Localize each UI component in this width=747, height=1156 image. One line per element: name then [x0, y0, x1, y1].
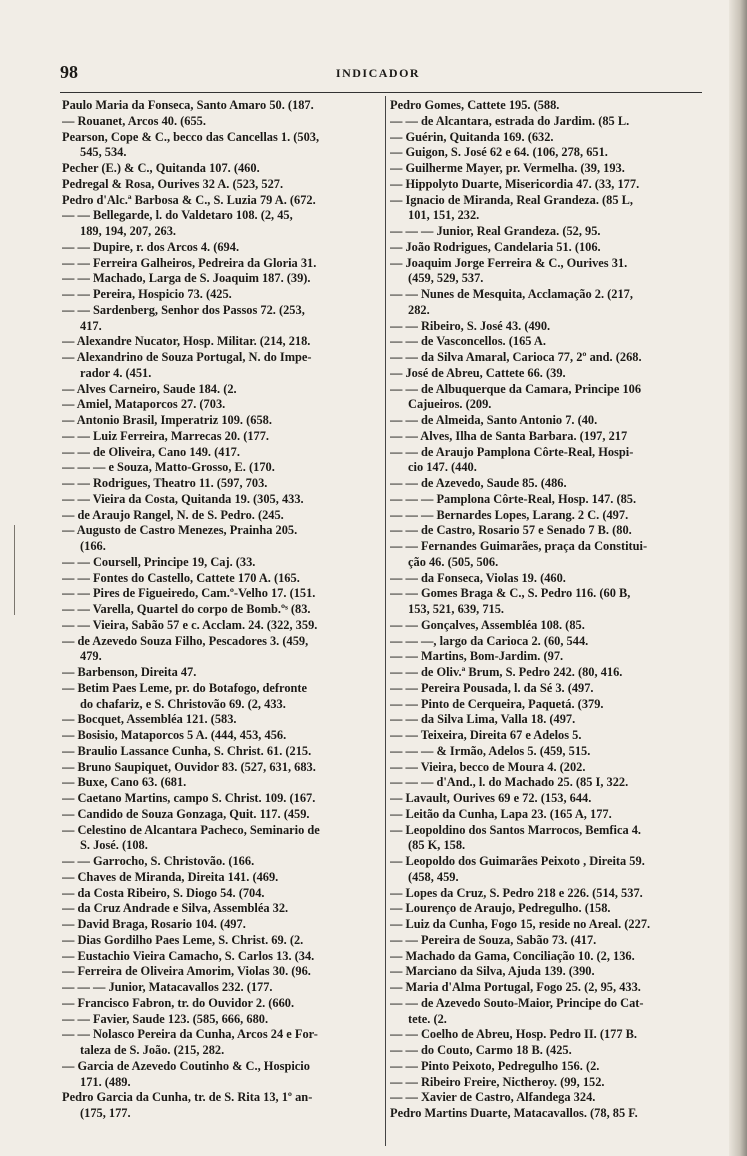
directory-entry: — Guérin, Quitanda 169. (632.: [390, 129, 554, 144]
directory-entry: — — da Silva Amaral, Carioca 77, 2º and. (268.: [390, 350, 642, 364]
directory-entry: — Eustachio Vieira Camacho, S. Carlos 13. (34.: [62, 948, 315, 963]
directory-entry: — Garcia de Azevedo Coutinho & C., Hospicio: [62, 1058, 310, 1073]
directory-entry: — — da Fonseca, Violas 19. (460.: [390, 570, 566, 585]
directory-entry: — — Vieira, becco de Moura 4. (202.: [390, 759, 586, 774]
directory-entry: (458, 459.: [408, 869, 459, 884]
column-divider: [385, 96, 386, 1146]
directory-entry: — Barbenson, Direita 47.: [62, 665, 197, 679]
directory-entry: — — Vieira da Costa, Quitanda 19. (305, 433.: [62, 491, 304, 506]
header-rule: [60, 92, 702, 93]
directory-entry: — David Braga, Rosario 104. (497.: [62, 917, 246, 931]
directory-entry: — Ferreira de Oliveira Amorim, Violas 30. (96.: [62, 964, 311, 979]
left-column: [62, 98, 384, 1122]
directory-entry: — — Ribeiro Freire, Nictheroy. (99, 152.: [390, 1074, 605, 1089]
page-number: 98: [60, 62, 78, 82]
directory-entry: — Alexandre Nucator, Hosp. Militar. (214, 218.: [62, 334, 311, 349]
directory-entry: — Marciano da Silva, Ajuda 139. (390.: [390, 964, 595, 979]
directory-entry: — Luiz da Cunha, Fogo 15, reside no Areal. (227.: [390, 917, 651, 931]
directory-entry: — Machado da Gama, Conciliação 10. (2, 136.: [390, 948, 635, 963]
directory-entry: — — Pereira de Souza, Sabão 73. (417.: [390, 932, 597, 947]
directory-entry: — — Dupire, r. dos Arcos 4. (694.: [62, 239, 240, 254]
directory-entry: — Leopoldo dos Guimarães Peixoto , Direita 59.: [390, 854, 645, 868]
directory-entry: Pearson, Cope & C., becco das Cancellas 1. (503,: [62, 129, 320, 144]
directory-entry: — José de Abreu, Cattete 66. (39.: [390, 365, 566, 380]
directory-entry: — — — d'And., l. do Machado 25. (85 I, 322.: [390, 775, 629, 790]
directory-entry: Pedregal & Rosa, Ourives 32 A. (523, 527.: [62, 176, 284, 191]
directory-entry: — Joaquim Jorge Ferreira & C., Ourives 31.: [390, 255, 628, 270]
directory-entry: — — — Junior, Matacavallos 232. (177.: [62, 980, 273, 994]
directory-entry: — — — Pamplona Côrte-Real, Hosp. 147. (85.: [390, 491, 637, 506]
directory-entry: — — Gonçalves, Assembléa 108. (85.: [390, 617, 585, 632]
directory-entry: — — de Araujo Pamplona Côrte-Real, Hospi-: [390, 444, 634, 459]
directory-entry: — Betim Paes Leme, pr. do Botafogo, defronte: [62, 680, 308, 695]
directory-entry: — — Nolasco Pereira da Cunha, Arcos 24 e For-: [62, 1027, 318, 1042]
directory-entry: — Francisco Fabron, tr. do Ouvidor 2. (660.: [62, 995, 295, 1010]
directory-entry: 545, 534.: [80, 145, 127, 160]
directory-entry: — — — Bernardes Lopes, Larang. 2 C. (497.: [390, 507, 629, 522]
page-edge: [729, 0, 747, 1156]
directory-entry: — Guigon, S. José 62 e 64. (106, 278, 651.: [390, 145, 608, 160]
directory-entry: — Leitão da Cunha, Lapa 23. (165 A, 177.: [390, 806, 612, 821]
directory-entry: — — Machado, Larga de S. Joaquim 187. (39).: [62, 271, 311, 286]
directory-entry: — — — e Souza, Matto-Grosso, E. (170.: [62, 460, 275, 475]
directory-entry: — de Azevedo Souza Filho, Pescadores 3. (459,: [62, 633, 309, 648]
directory-entry: — — Fontes do Castello, Cattete 170 A. (165.: [62, 570, 300, 585]
directory-entry: — da Cruz Andrade e Silva, Assembléa 32.: [62, 901, 289, 916]
directory-entry: — — Nunes de Mesquita, Acclamação 2. (217,: [390, 287, 633, 301]
directory-entry: Pedro Martins Duarte, Matacavallos. (78, 85 F.: [390, 1106, 638, 1120]
directory-entry: — Braulio Lassance Cunha, S. Christ. 61. (215.: [62, 743, 312, 758]
directory-entry: Pedro Garcia da Cunha, tr. de S. Rita 13, 1º an-: [62, 1090, 313, 1105]
directory-entry: — — de Azevedo, Saude 85. (486.: [390, 476, 567, 490]
directory-entry: — de Araujo Rangel, N. de S. Pedro. (245.: [62, 507, 284, 522]
directory-entry: — — Martins, Bom-Jardim. (97.: [390, 649, 564, 664]
directory-entry: — João Rodrigues, Candelaria 51. (106.: [390, 239, 601, 254]
directory-entry: — Caetano Martins, campo S. Christ. 109. (167.: [62, 791, 316, 805]
directory-entry: — — do Couto, Carmo 18 B. (425.: [390, 1043, 572, 1057]
directory-entry: — — Pires de Figueiredo, Cam.º-Velho 17. (151.: [62, 586, 316, 601]
running-title: INDICADOR: [335, 66, 421, 80]
directory-entry: — — Pereira Pousada, l. da Sé 3. (497.: [390, 680, 594, 695]
directory-entry: (166.: [80, 539, 106, 553]
directory-entry: — Amiel, Mataporcos 27. (703.: [62, 397, 226, 412]
directory-entry: — — Gomes Braga & C., S. Pedro 116. (60 B,: [390, 586, 631, 601]
directory-entry: — — —, largo da Carioca 2. (60, 544.: [390, 633, 589, 648]
directory-entry: 282.: [408, 302, 430, 317]
directory-entry: — Celestino de Alcantara Pacheco, Seminario de: [62, 822, 320, 837]
directory-entry: — — Pinto Peixoto, Pedregulho 156. (2.: [390, 1058, 600, 1073]
directory-entry: taleza de S. João. (215, 282.: [80, 1043, 225, 1057]
directory-entry: — Leopoldino dos Santos Marrocos, Bemfica 4.: [390, 822, 642, 837]
right-column: [390, 98, 710, 1122]
directory-entry: — Augusto de Castro Menezes, Prainha 205.: [62, 523, 298, 538]
directory-entry: — Lavault, Ourives 69 e 72. (153, 644.: [390, 791, 592, 805]
directory-entry: 153, 521, 639, 715.: [408, 602, 505, 616]
directory-entry: — — Varella, Quartel do corpo de Bomb.ºˢ (83.: [62, 602, 311, 616]
directory-entry: — Bosisio, Mataporcos 5 A. (444, 453, 456.: [62, 728, 287, 742]
directory-entry: — — de Oliv.ª Brum, S. Pedro 242. (80, 416.: [390, 665, 623, 679]
directory-entry: — Maria d'Alma Portugal, Fogo 25. (2, 95, 433.: [390, 980, 641, 994]
directory-entry: 189, 194, 207, 263.: [80, 224, 177, 238]
directory-entry: Pecher (E.) & C., Quitanda 107. (460.: [62, 161, 260, 175]
directory-entry: — — Teixeira, Direita 67 e Adelos 5.: [390, 728, 582, 742]
directory-entry: — — de Almeida, Santo Antonio 7. (40.: [390, 413, 598, 427]
directory-entry: — Antonio Brasil, Imperatriz 109. (658.: [62, 413, 272, 427]
directory-entry: do chafariz, e S. Christovão 69. (2, 433.: [80, 696, 286, 711]
directory-entry: — — Ribeiro, S. José 43. (490.: [390, 318, 551, 333]
directory-entry: — — — Junior, Real Grandeza. (52, 95.: [390, 224, 601, 238]
directory-entry: — Rouanet, Arcos 40. (655.: [62, 113, 206, 128]
directory-entry: — — Luiz Ferreira, Marrecas 20. (177.: [62, 428, 270, 443]
directory-entry: — da Costa Ribeiro, S. Diogo 54. (704.: [62, 885, 265, 900]
directory-entry: Pedro Gomes, Cattete 195. (588.: [390, 98, 560, 112]
directory-entry: — Bocquet, Assembléa 121. (583.: [62, 712, 237, 727]
directory-entry: — — Garrocho, S. Christovão. (166.: [62, 854, 255, 868]
directory-entry: 417.: [80, 318, 102, 333]
directory-entry: — — Coursell, Principe 19, Caj. (33.: [62, 554, 256, 569]
directory-entry: S. José. (108.: [80, 838, 148, 853]
directory-entry: — — Ferreira Galheiros, Pedreira da Gloria 31.: [62, 255, 317, 270]
directory-entry: — — Bellegarde, l. do Valdetaro 108. (2, 45,: [62, 208, 293, 223]
directory-entry: — Alves Carneiro, Saude 184. (2.: [62, 381, 237, 396]
directory-entry: — — da Silva Lima, Valla 18. (497.: [390, 712, 576, 727]
directory-entry: tete. (2.: [408, 1011, 447, 1026]
directory-entry: — — Pinto de Cerqueira, Paquetá. (379.: [390, 696, 604, 711]
directory-entry: ção 46. (505, 506.: [408, 554, 499, 569]
directory-entry: — Buxe, Cano 63. (681.: [62, 775, 187, 790]
directory-entry: 171. (489.: [80, 1074, 131, 1089]
directory-entry: — — — & Irmão, Adelos 5. (459, 515.: [390, 743, 591, 758]
directory-entry: — Alexandrino de Souza Portugal, N. do Impe-: [62, 350, 312, 364]
directory-entry: — Lourenço de Araujo, Pedregulho. (158.: [390, 901, 611, 916]
directory-entry: — — Rodrigues, Theatro 11. (597, 703.: [62, 476, 268, 490]
directory-entry: — — de Vasconcellos. (165 A.: [390, 334, 546, 349]
directory-entry: — — de Alcantara, estrada do Jardim. (85 L.: [390, 113, 630, 128]
directory-entry: Pedro d'Alc.ª Barbosa & C., S. Luzia 79 A. (672.: [62, 192, 316, 207]
directory-entry: (175, 177.: [80, 1106, 131, 1120]
directory-entry: — — Alves, Ilha de Santa Barbara. (197, 217: [390, 428, 628, 443]
directory-entry: — Chaves de Miranda, Direita 141. (469.: [62, 869, 279, 884]
directory-entry: 479.: [80, 649, 102, 664]
directory-entry: — — de Albuquerque da Camara, Principe 106: [390, 381, 642, 396]
directory-entry: (85 K, 158.: [408, 838, 466, 853]
directory-entry: — Guilherme Mayer, pr. Vermelha. (39, 193.: [390, 161, 625, 175]
directory-entry: cio 147. (440.: [408, 460, 477, 475]
directory-entry: — — de Oliveira, Cano 149. (417.: [62, 444, 240, 459]
directory-entry: — Hippolyto Duarte, Misericordia 47. (33, 177.: [390, 176, 640, 191]
directory-entry: — — Sardenberg, Senhor dos Passos 72. (253,: [62, 302, 305, 317]
directory-entry: — — Coelho de Abreu, Hosp. Pedro II. (177 B.: [390, 1027, 638, 1042]
directory-entry: — — de Azevedo Souto-Maior, Principe do Cat-: [390, 995, 644, 1010]
directory-entry: — — Fernandes Guimarães, praça da Constitui-: [390, 539, 648, 553]
directory-entry: — — Favier, Saude 123. (585, 666, 680.: [62, 1011, 269, 1026]
directory-entry: Paulo Maria da Fonseca, Santo Amaro 50. (187.: [62, 98, 314, 112]
directory-entry: — Dias Gordilho Paes Leme, S. Christ. 69. (2.: [62, 932, 304, 947]
directory-entry: — — Vieira, Sabão 57 e c. Acclam. 24. (322, 359.: [62, 617, 318, 632]
directory-entry: (459, 529, 537.: [408, 271, 484, 286]
directory-entry: — — Xavier de Castro, Alfandega 324.: [390, 1090, 596, 1105]
directory-entry: 101, 151, 232.: [408, 208, 480, 223]
directory-entry: — Candido de Souza Gonzaga, Quit. 117. (459.: [62, 806, 310, 821]
directory-entry: — — Pereira, Hospicio 73. (425.: [62, 287, 232, 301]
directory-entry: — — de Castro, Rosario 57 e Senado 7 B. (80.: [390, 523, 632, 538]
directory-entry: — Ignacio de Miranda, Real Grandeza. (85 L,: [390, 192, 633, 207]
directory-entry: rador 4. (451.: [80, 365, 152, 380]
directory-entry: Cajueiros. (209.: [408, 397, 492, 412]
directory-entry: — Bruno Saupiquet, Ouvidor 83. (527, 631, 683.: [62, 759, 316, 774]
binding-mark: [0, 525, 15, 615]
directory-entry: — Lopes da Cruz, S. Pedro 218 e 226. (514, 537.: [390, 885, 643, 900]
page-header: [58, 62, 698, 84]
